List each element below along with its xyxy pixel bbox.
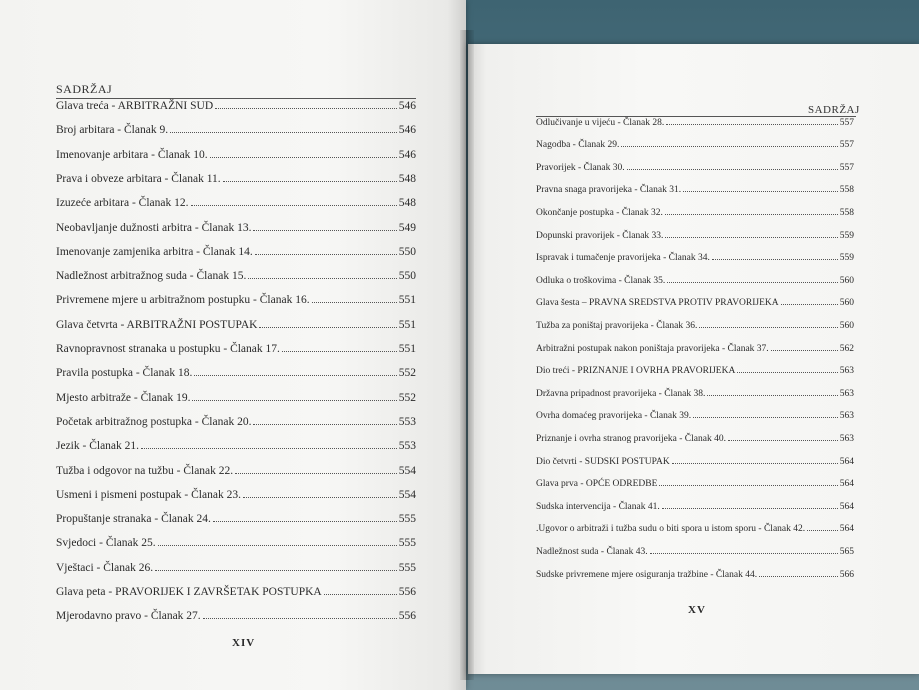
toc-dot-leader bbox=[667, 275, 837, 283]
toc-entry-page: 558 bbox=[839, 208, 854, 219]
toc-entry-title: Mjesto arbitraže - Članak 19. bbox=[56, 391, 191, 404]
toc-dot-leader bbox=[666, 117, 838, 125]
toc-entry-title: Glava prva - OPĆE ODREDBE bbox=[536, 479, 658, 490]
toc-entry bbox=[56, 489, 416, 513]
toc-entry-title: Jezik - Članak 21. bbox=[56, 440, 140, 453]
toc-entry-title: Nadležnost arbitražnog suda - Članak 15. bbox=[56, 270, 247, 283]
toc-entry bbox=[536, 569, 854, 592]
toc-entry-page: 551 bbox=[398, 294, 416, 307]
toc-dot-leader bbox=[215, 100, 397, 109]
toc-entry bbox=[536, 433, 854, 456]
toc-entry-title: Okončanje postupka - Članak 32. bbox=[536, 208, 663, 219]
toc-entry-page: 557 bbox=[839, 162, 854, 173]
toc-entry-page: 563 bbox=[839, 411, 854, 422]
toc-entry bbox=[56, 197, 416, 221]
toc-dot-leader bbox=[771, 343, 838, 351]
toc-entry-title: Usmeni i pismeni postupak - Članak 23. bbox=[56, 488, 241, 501]
toc-dot-leader bbox=[155, 562, 397, 571]
toc-entry bbox=[536, 524, 854, 547]
toc-dot-leader bbox=[312, 294, 397, 303]
toc-entry bbox=[536, 140, 854, 163]
toc-dot-leader bbox=[243, 489, 397, 498]
toc-entry-title: Prava i obveze arbitara - Članak 11. bbox=[56, 172, 221, 185]
left-page-number: XIV bbox=[232, 637, 256, 649]
toc-dot-leader bbox=[707, 388, 837, 396]
toc-entry-page: 555 bbox=[398, 513, 416, 526]
toc-entry-page: 546 bbox=[398, 100, 416, 113]
toc-dot-leader bbox=[665, 207, 838, 215]
toc-entry bbox=[536, 388, 854, 411]
toc-entry bbox=[536, 185, 854, 208]
left-page-header: SADRŽAJ bbox=[56, 82, 113, 96]
toc-entry bbox=[536, 456, 854, 479]
toc-entry-title: .Ugovor o arbitraži i tužba sudu o biti spora u istom sporu - Članak 42. bbox=[536, 524, 806, 535]
book-gutter bbox=[460, 30, 474, 680]
toc-entry bbox=[536, 501, 854, 524]
toc-dot-leader bbox=[672, 456, 838, 464]
toc-entry bbox=[536, 253, 854, 276]
toc-dot-leader bbox=[170, 124, 397, 133]
toc-dot-leader bbox=[324, 586, 397, 595]
toc-entry-title: Vještaci - Članak 26. bbox=[56, 561, 154, 574]
toc-entry bbox=[536, 343, 854, 366]
toc-entry bbox=[56, 367, 416, 391]
toc-entry-page: 557 bbox=[839, 140, 854, 151]
toc-entry-title: Ispravak i tumačenje pravorijeka - Članak 34. bbox=[536, 253, 710, 264]
toc-entry-title: Dio četvrti - SUDSKI POSTUPAK bbox=[536, 456, 670, 467]
toc-entry-title: Državna pripadnost pravorijeka - Članak 38. bbox=[536, 388, 706, 399]
right-toc-list bbox=[536, 117, 854, 591]
toc-entry bbox=[56, 392, 416, 416]
toc-dot-leader bbox=[650, 546, 838, 554]
toc-entry-page: 546 bbox=[398, 148, 416, 161]
toc-dot-leader bbox=[192, 392, 396, 401]
toc-entry-page: 550 bbox=[398, 270, 416, 283]
toc-entry-page: 559 bbox=[839, 230, 854, 241]
toc-entry bbox=[56, 416, 416, 440]
toc-entry-page: 548 bbox=[398, 197, 416, 210]
toc-entry bbox=[56, 464, 416, 488]
toc-entry-page: 551 bbox=[398, 343, 416, 356]
toc-entry bbox=[536, 298, 854, 321]
toc-entry-page: 552 bbox=[398, 367, 416, 380]
toc-entry bbox=[536, 320, 854, 343]
toc-dot-leader bbox=[781, 298, 838, 306]
toc-entry-page: 550 bbox=[398, 245, 416, 258]
left-header-rule bbox=[56, 98, 416, 99]
toc-entry-title: Propuštanje stranaka - Članak 24. bbox=[56, 513, 211, 526]
toc-entry-title: Broj arbitara - Članak 9. bbox=[56, 124, 169, 137]
toc-entry-page: 566 bbox=[839, 569, 854, 580]
toc-entry bbox=[56, 440, 416, 464]
toc-entry bbox=[56, 246, 416, 270]
toc-entry-title: Neobavljanje dužnosti arbitra - Članak 13. bbox=[56, 221, 252, 234]
toc-dot-leader bbox=[693, 411, 838, 419]
toc-entry-title: Glava četvrta - ARBITRAŽNI POSTUPAK bbox=[56, 318, 258, 331]
toc-entry bbox=[56, 100, 416, 124]
toc-entry bbox=[536, 479, 854, 502]
toc-entry-title: Ovrha domaćeg pravorijeka - Članak 39. bbox=[536, 411, 692, 422]
toc-entry-page: 548 bbox=[398, 172, 416, 185]
toc-entry bbox=[56, 270, 416, 294]
toc-entry-title: Sudska intervencija - Članak 41. bbox=[536, 501, 660, 512]
toc-entry-page: 560 bbox=[839, 275, 854, 286]
toc-dot-leader bbox=[712, 253, 838, 261]
toc-dot-leader bbox=[223, 173, 397, 182]
toc-entry-title: Nagodba - Članak 29. bbox=[536, 140, 620, 151]
toc-entry bbox=[536, 207, 854, 230]
toc-entry bbox=[56, 610, 416, 634]
toc-entry bbox=[536, 411, 854, 434]
toc-entry bbox=[56, 562, 416, 586]
toc-entry bbox=[536, 546, 854, 569]
toc-entry bbox=[56, 586, 416, 610]
toc-dot-leader bbox=[141, 440, 397, 449]
toc-entry bbox=[536, 230, 854, 253]
toc-dot-leader bbox=[665, 230, 837, 238]
toc-dot-leader bbox=[253, 416, 396, 425]
toc-entry-page: 554 bbox=[398, 488, 416, 501]
toc-dot-leader bbox=[683, 185, 838, 193]
toc-entry-title: Sudske privremene mjere osiguranja tražbine - Članak 44. bbox=[536, 569, 758, 580]
toc-entry-page: 549 bbox=[398, 221, 416, 234]
toc-entry-title: Glava šesta – PRAVNA SREDSTVA PROTIV PRAVORIJEKA bbox=[536, 298, 779, 309]
toc-dot-leader bbox=[210, 149, 397, 158]
toc-entry-title: Mjerodavno pravo - Članak 27. bbox=[56, 610, 201, 623]
toc-entry-page: 554 bbox=[398, 464, 416, 477]
toc-entry bbox=[56, 343, 416, 367]
toc-entry-page: 559 bbox=[839, 253, 854, 264]
right-page-number: XV bbox=[688, 604, 706, 616]
toc-dot-leader bbox=[253, 221, 396, 230]
toc-dot-leader bbox=[203, 610, 397, 619]
toc-dot-leader bbox=[282, 343, 397, 352]
toc-entry-page: 556 bbox=[398, 585, 416, 598]
toc-entry-page: 564 bbox=[839, 479, 854, 490]
toc-entry-page: 563 bbox=[839, 433, 854, 444]
toc-entry-page: 551 bbox=[398, 318, 416, 331]
toc-entry-page: 556 bbox=[398, 610, 416, 623]
toc-entry-page: 552 bbox=[398, 391, 416, 404]
toc-entry-title: Odluka o troškovima - Članak 35. bbox=[536, 275, 666, 286]
toc-entry-title: Pravorijek - Članak 30. bbox=[536, 162, 625, 173]
toc-entry-title: Imenovanje zamjenika arbitra - Članak 14. bbox=[56, 245, 253, 258]
toc-entry bbox=[56, 513, 416, 537]
toc-dot-leader bbox=[235, 464, 397, 473]
toc-entry-page: 564 bbox=[839, 524, 854, 535]
toc-entry-title: Dopunski pravorijek - Članak 33. bbox=[536, 230, 664, 241]
toc-entry bbox=[536, 275, 854, 298]
toc-entry-title: Glava treća - ARBITRAŽNI SUD bbox=[56, 100, 214, 113]
right-page-header: SADRŽAJ bbox=[808, 104, 860, 116]
toc-entry bbox=[56, 319, 416, 343]
toc-entry bbox=[56, 149, 416, 173]
toc-entry-page: 562 bbox=[839, 343, 854, 354]
toc-entry bbox=[536, 117, 854, 140]
toc-entry-title: Dio treći - PRIZNANJE I OVRHA PRAVORIJEKA bbox=[536, 366, 736, 377]
toc-dot-leader bbox=[255, 246, 397, 255]
toc-entry-page: 555 bbox=[398, 561, 416, 574]
left-toc-list bbox=[56, 100, 416, 635]
toc-entry-page: 564 bbox=[839, 501, 854, 512]
toc-entry bbox=[56, 294, 416, 318]
toc-dot-leader bbox=[759, 569, 838, 577]
toc-entry bbox=[56, 537, 416, 561]
toc-dot-leader bbox=[699, 320, 837, 328]
toc-dot-leader bbox=[807, 524, 838, 532]
toc-entry-page: 560 bbox=[839, 298, 854, 309]
toc-dot-leader bbox=[191, 197, 397, 206]
toc-entry bbox=[56, 173, 416, 197]
toc-entry-page: 553 bbox=[398, 415, 416, 428]
toc-entry-page: 555 bbox=[398, 537, 416, 550]
toc-entry-page: 546 bbox=[398, 124, 416, 137]
toc-entry bbox=[536, 162, 854, 185]
toc-dot-leader bbox=[728, 433, 838, 441]
toc-entry-title: Imenovanje arbitara - Članak 10. bbox=[56, 148, 208, 161]
toc-entry bbox=[56, 221, 416, 245]
toc-dot-leader bbox=[259, 319, 396, 328]
toc-entry-page: 565 bbox=[839, 546, 854, 557]
toc-entry-page: 564 bbox=[839, 456, 854, 467]
toc-dot-leader bbox=[213, 513, 397, 522]
toc-entry bbox=[56, 124, 416, 148]
toc-entry-title: Pravila postupka - Članak 18. bbox=[56, 367, 193, 380]
toc-dot-leader bbox=[194, 367, 396, 376]
toc-dot-leader bbox=[621, 140, 837, 148]
toc-entry-title: Priznanje i ovrha stranog pravorijeka - Članak 40. bbox=[536, 433, 726, 444]
toc-entry-title: Arbitražni postupak nakon poništaja pravorijeka - Članak 37. bbox=[536, 343, 769, 354]
toc-dot-leader bbox=[158, 537, 397, 546]
toc-entry-page: 553 bbox=[398, 440, 416, 453]
toc-entry-page: 558 bbox=[839, 185, 854, 196]
toc-entry-title: Početak arbitražnog postupka - Članak 20. bbox=[56, 415, 252, 428]
toc-entry-page: 563 bbox=[839, 366, 854, 377]
toc-entry-title: Privremene mjere u arbitražnom postupku - Članak 16. bbox=[56, 294, 310, 307]
toc-dot-leader bbox=[737, 366, 837, 374]
toc-entry-title: Tužba i odgovor na tužbu - Članak 22. bbox=[56, 464, 234, 477]
toc-entry-page: 563 bbox=[839, 388, 854, 399]
toc-entry-title: Svjedoci - Članak 25. bbox=[56, 537, 156, 550]
toc-dot-leader bbox=[659, 479, 837, 487]
toc-dot-leader bbox=[627, 162, 838, 170]
toc-entry bbox=[536, 366, 854, 389]
toc-entry-title: Tužba za poništaj pravorijeka - Članak 36. bbox=[536, 320, 698, 331]
toc-entry-title: Pravna snaga pravorijeka - Članak 31. bbox=[536, 185, 682, 196]
toc-entry-title: Glava peta - PRAVORIJEK I ZAVRŠETAK POSTUPKA bbox=[56, 585, 322, 598]
toc-dot-leader bbox=[248, 270, 396, 279]
toc-entry-title: Nadležnost suda - Članak 43. bbox=[536, 546, 648, 557]
toc-entry-page: 560 bbox=[839, 320, 854, 331]
toc-entry-title: Odlučivanje u vijeću - Članak 28. bbox=[536, 117, 665, 128]
toc-entry-page: 557 bbox=[839, 117, 854, 128]
toc-entry-title: Ravnopravnost stranaka u postupku - Članak 17. bbox=[56, 343, 280, 356]
toc-dot-leader bbox=[662, 501, 838, 509]
toc-entry-title: Izuzeće arbitara - Članak 12. bbox=[56, 197, 189, 210]
